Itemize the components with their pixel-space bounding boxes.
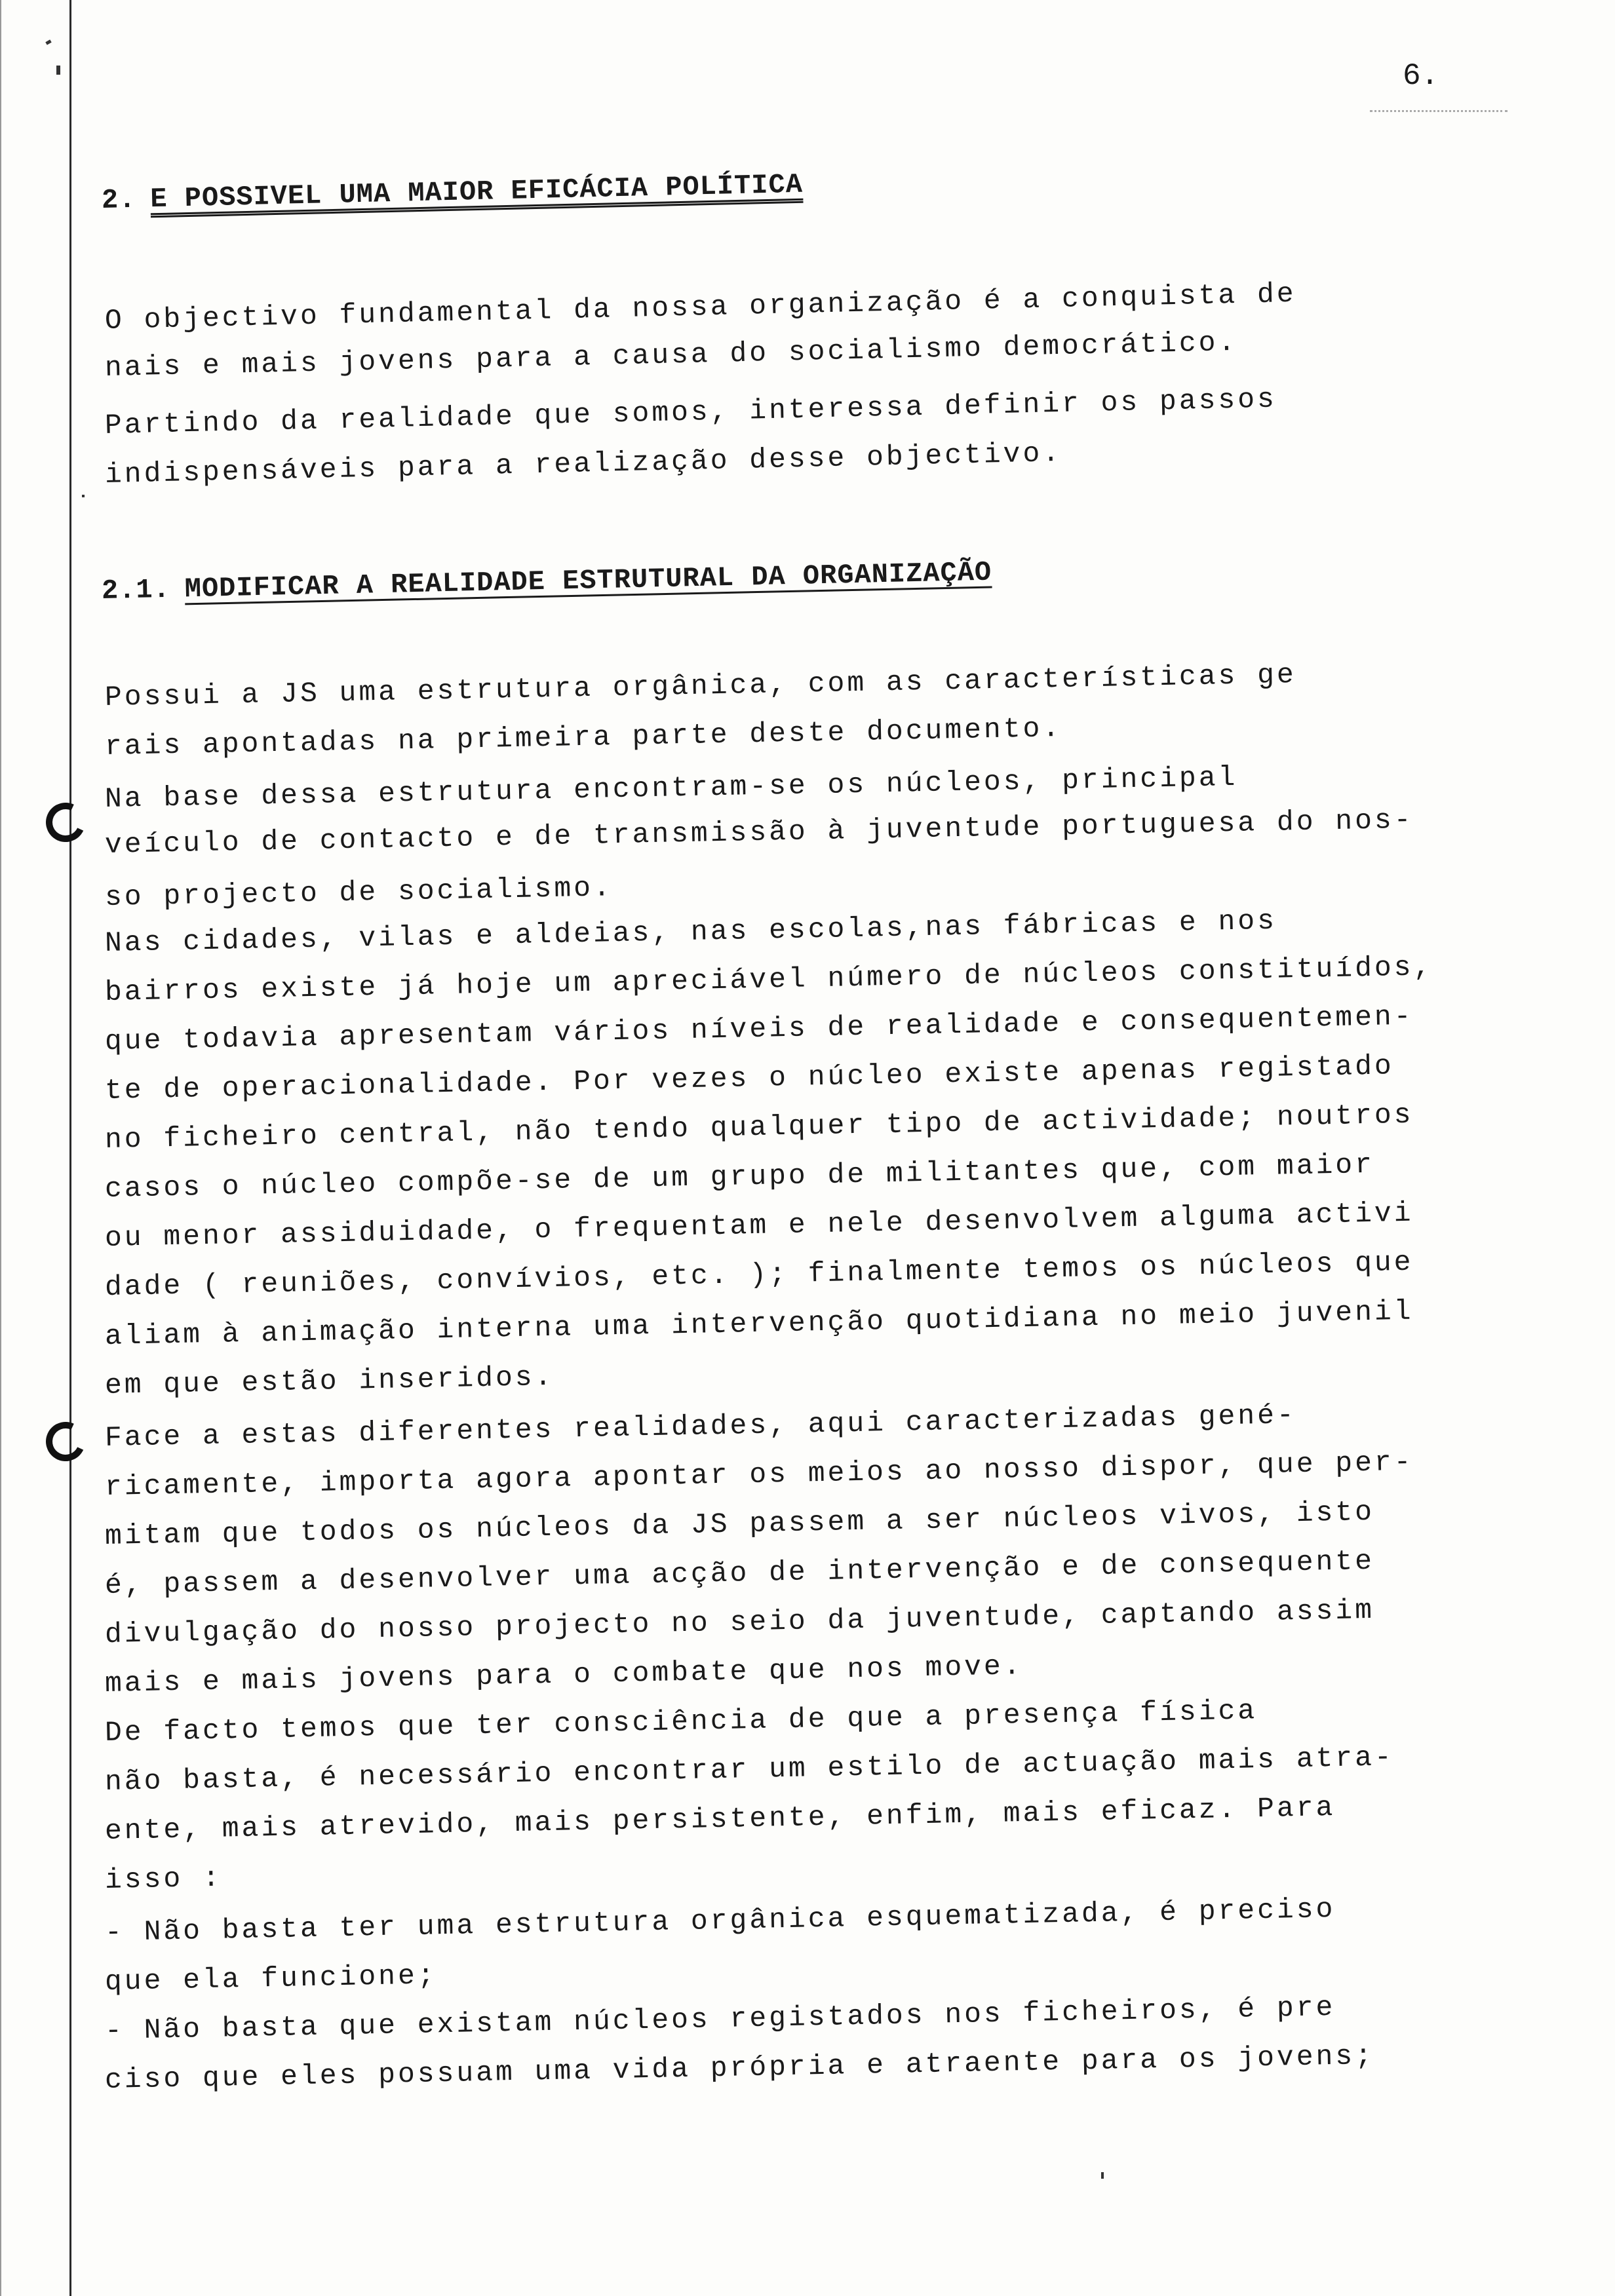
text-line: mitam que todos os núcleos da JS passem a ser núcleos vivos, isto	[104, 1495, 1375, 1552]
text-line: bairros existe já hoje um apreciável número de núcleos constituídos,	[104, 951, 1433, 1008]
page-number: 6.	[1403, 59, 1439, 93]
text-line: que ela funcione;	[104, 1959, 438, 1998]
text-line: que todavia apresentam vários níveis de realidade e consequentemen-	[104, 1000, 1414, 1058]
speck	[45, 39, 51, 45]
speck	[56, 66, 60, 75]
text-line: em que estão inseridos.	[104, 1360, 555, 1402]
text-line: so projecto de socialismo.	[104, 871, 613, 913]
margin-line	[69, 0, 71, 2296]
page-number-smudge	[1370, 110, 1508, 113]
punch-hole-mark	[41, 1417, 91, 1467]
text-line: te de operacionalidade. Por vezes o núcleo existe apenas registado	[104, 1050, 1395, 1107]
text-line: isso :	[104, 1862, 223, 1896]
text-line: Na base dessa estrutura encontram-se os núcleos, principal	[104, 761, 1238, 815]
text-line: Face a estas diferentes realidades, aqui caracterizadas gené-	[104, 1399, 1297, 1454]
text-line: Nas cidades, vilas e aldeias, nas escolas,nas fábricas e nos	[104, 904, 1277, 959]
subsection-title: MODIFICAR A REALIDADE ESTRUTURAL DA ORGANIZAÇÃO	[184, 556, 992, 605]
text-line: indispensáveis para a realização desse objectivo.	[104, 436, 1062, 491]
text-line: não basta, é necessário encontrar um estilo de actuação mais atra-	[104, 1741, 1395, 1798]
text-line: aliam à animação interna uma intervenção quotidiana no meio juvenil	[104, 1295, 1414, 1352]
text-line: dade ( reuniões, convívios, etc. ); finalmente temos os núcleos que	[104, 1246, 1414, 1303]
section-heading	[101, 169, 803, 216]
text-line: - Não basta que existam núcleos registados nos ficheiros, é pre	[104, 1991, 1336, 2047]
text-line: Partindo da realidade que somos, interessa definir os passos	[104, 383, 1277, 442]
text-line: no ficheiro central, não tendo qualquer tipo de actividade; noutros	[104, 1098, 1414, 1156]
speck	[82, 495, 85, 497]
text-line: - Não basta ter uma estrutura orgânica esquematizada, é preciso	[104, 1892, 1336, 1949]
punch-hole-mark	[41, 797, 91, 848]
section-number: 2.	[101, 183, 136, 216]
text-line: ente, mais atrevido, mais persistente, enfim, mais eficaz. Para	[104, 1791, 1336, 1847]
text-line: mais e mais jovens para o combate que nos move.	[104, 1650, 1024, 1700]
text-line: O objectivo fundamental da nossa organização é a conquista de	[104, 277, 1297, 337]
text-line: veículo de contacto e de transmissão à juventude portuguesa do nos-	[104, 803, 1414, 861]
text-line: ciso que eles possuam uma vida própria e atraente para os jovens;	[104, 2039, 1375, 2096]
text-line: Possui a JS uma estrutura orgânica, com as características ge	[104, 659, 1297, 714]
speck	[1101, 2172, 1104, 2179]
text-line: é, passem a desenvolver uma acção de intervenção e de consequente	[104, 1544, 1375, 1601]
text-line: ricamente, importa agora apontar os meios ao nosso dispor, que per-	[104, 1445, 1414, 1503]
section-title: E POSSIVEL UMA MAIOR EFICÁCIA POLÍTICA	[149, 168, 804, 216]
page-edge	[0, 0, 1, 2296]
text-line: nais e mais jovens para a causa do socialismo democrático.	[104, 326, 1238, 384]
text-line: De facto temos que ter consciência de que a presença física	[104, 1694, 1258, 1749]
text-line: divulgação do nosso projecto no seio da juventude, captando assim	[104, 1594, 1375, 1651]
text-line: casos o núcleo compõe-se de um grupo de militantes que, com maior	[104, 1148, 1375, 1205]
subsection-heading	[101, 557, 992, 607]
subsection-number: 2.1.	[101, 573, 171, 607]
text-line: ou menor assiduidade, o frequentam e nele desenvolvem alguma activi	[104, 1196, 1414, 1254]
text-line: rais apontadas na primeira parte deste documento.	[104, 712, 1062, 763]
